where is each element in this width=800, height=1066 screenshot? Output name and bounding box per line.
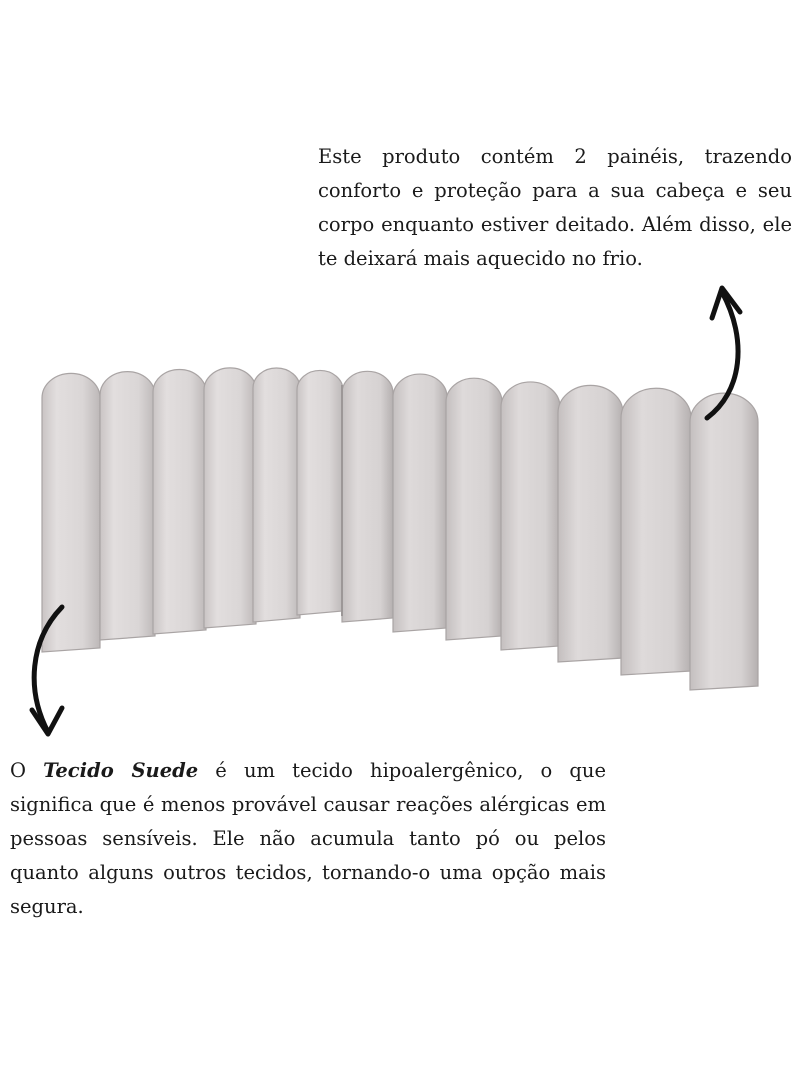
- bottom-description-body: é um tecido hipoalergênico, o que significa que é menos provável causar reações alérgicas em pessoas sensíveis. Ele não acumula tanto pó ou pelos quanto alguns outros tecidos, tornando-o uma opção mais segura.: [10, 759, 607, 918]
- bottom-description-prefix: O: [10, 759, 44, 782]
- bottom-description: [10, 754, 606, 924]
- top-description: Este produto contém 2 painéis, trazendo conforto e proteção para a sua cabeça e seu corpo enquanto estiver deitado. Além disso, ele te deixará mais aquecido no frio.: [318, 145, 792, 270]
- fabric-name-highlight: Tecido Suede: [43, 759, 199, 782]
